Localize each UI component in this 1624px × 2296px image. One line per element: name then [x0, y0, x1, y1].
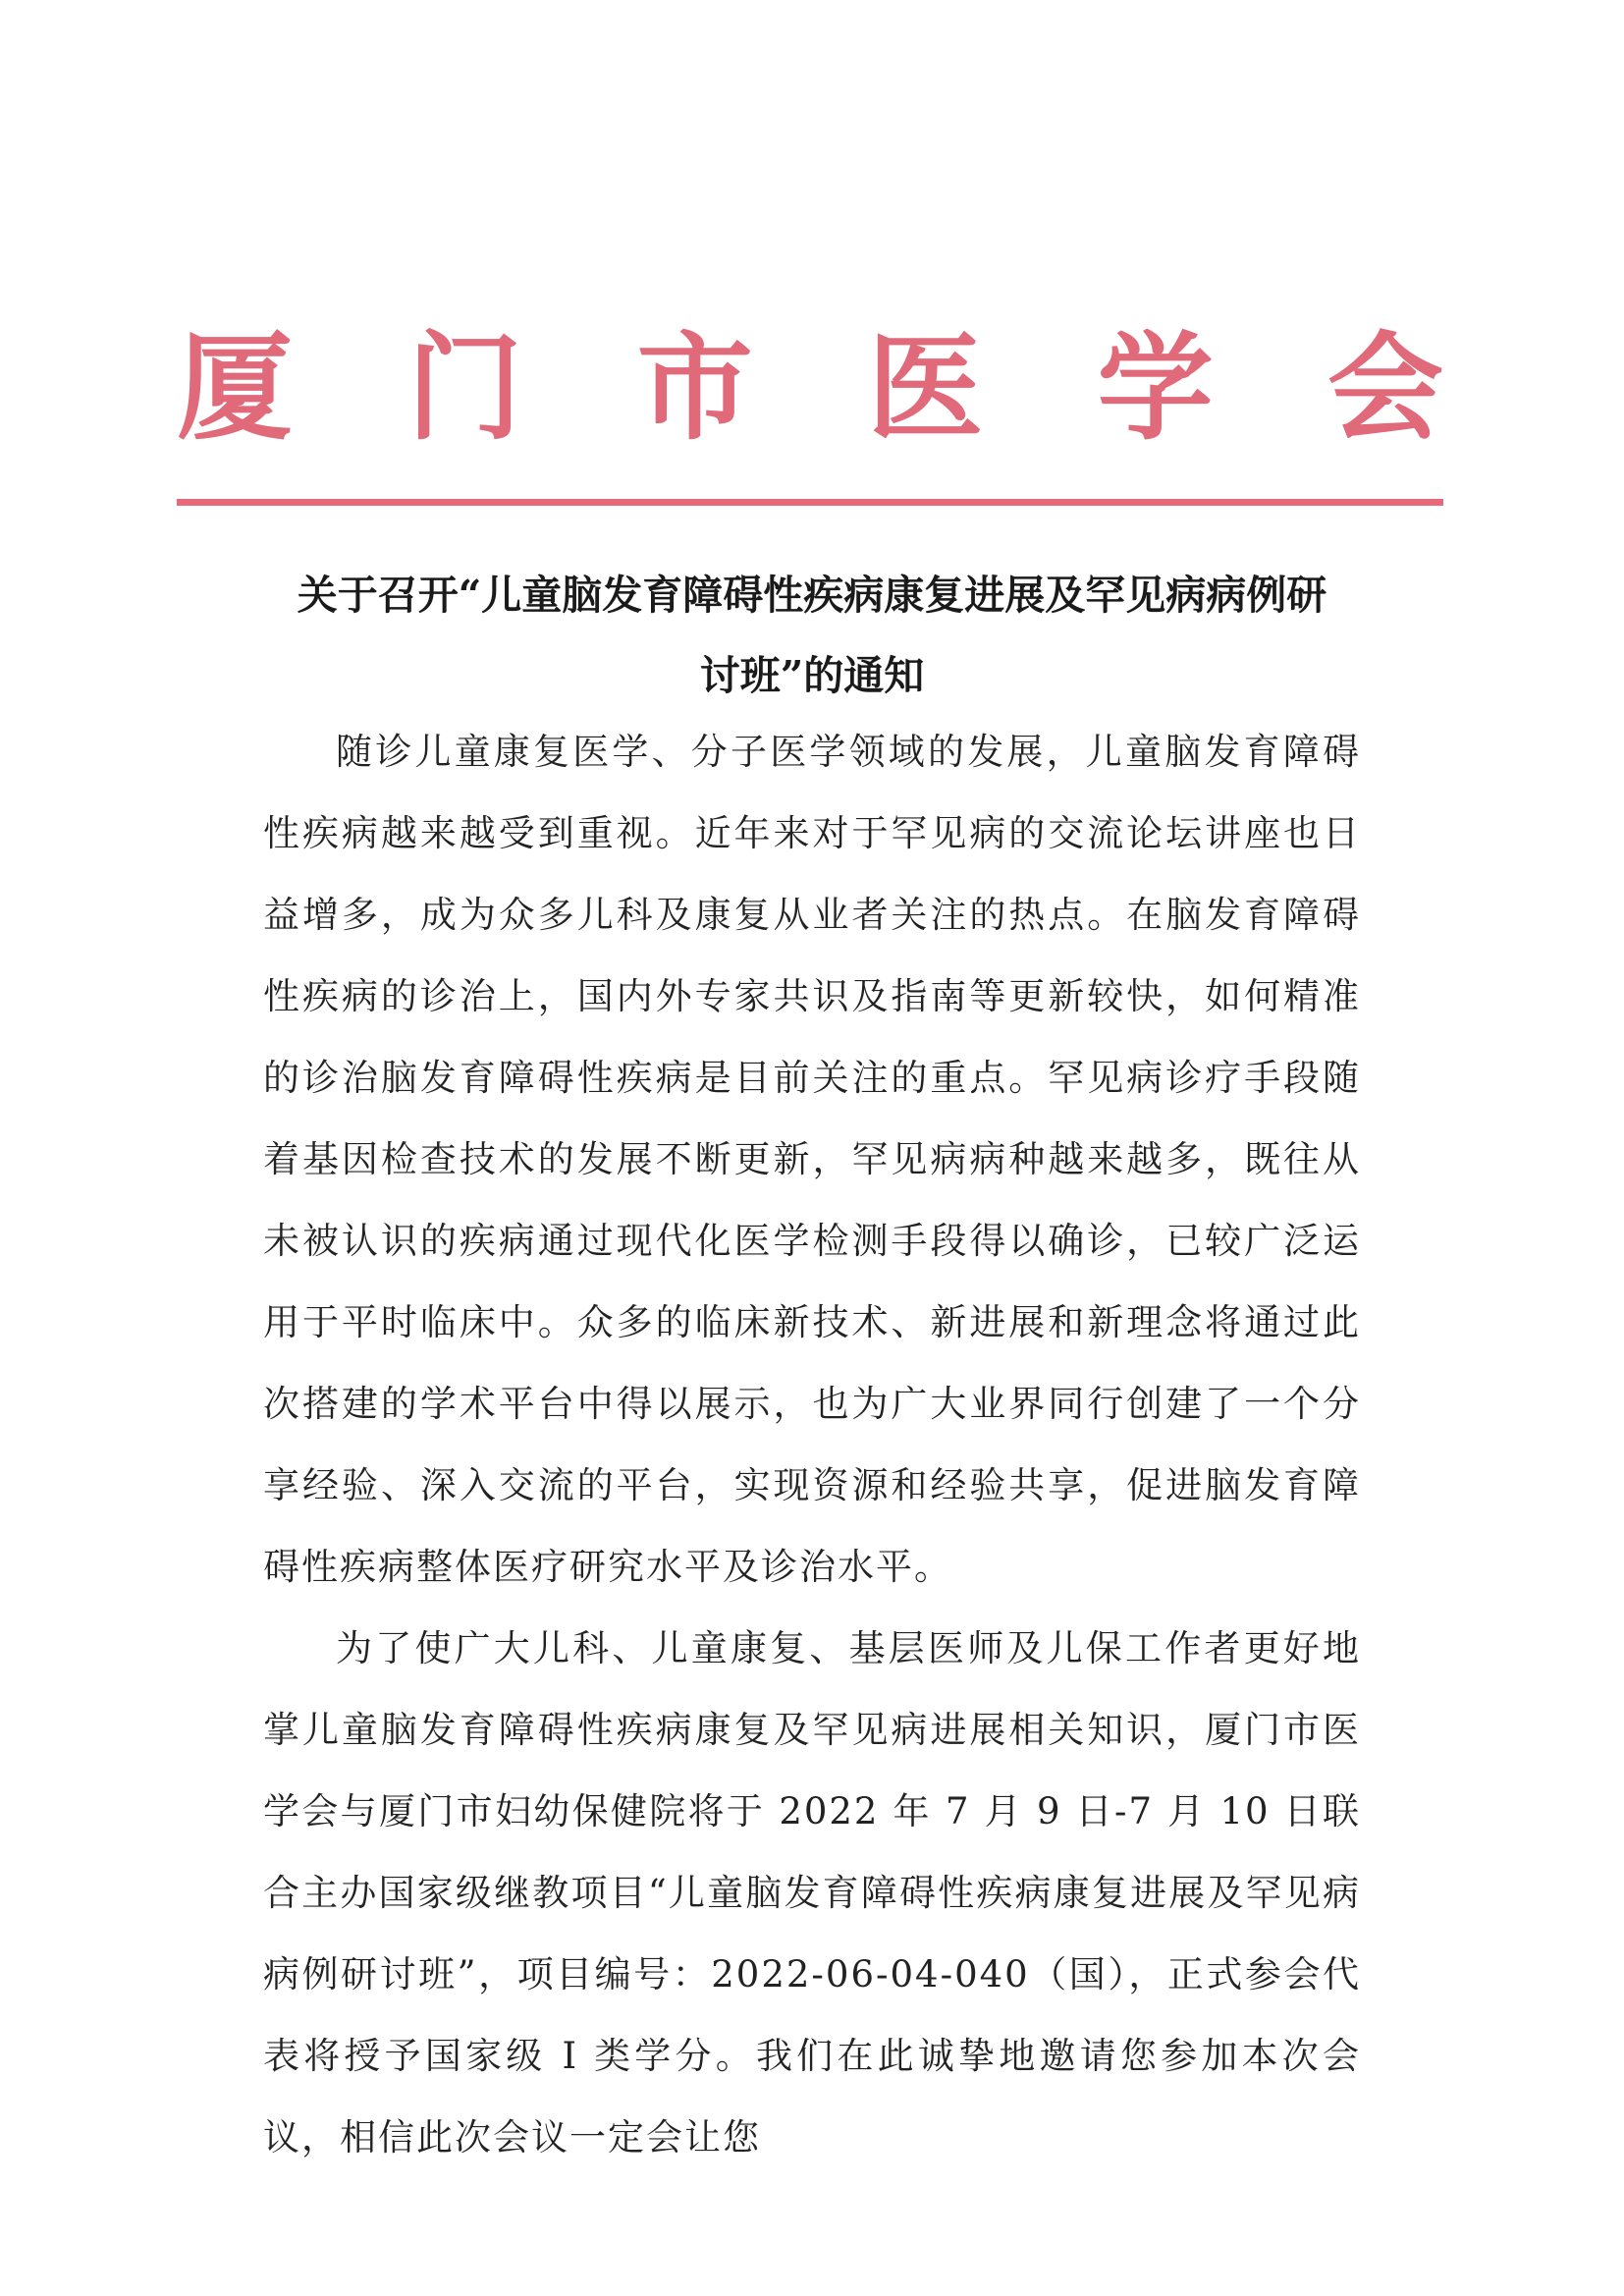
body-paragraph-1: 随诊儿童康复医学、分子医学领域的发展，儿童脑发育障碍性疾病越来越受到重视。近年来对于罕见病的交流论坛讲座也日益增多，成为众多儿科及康复从业者关注的热点。在脑发育障碍性疾病的诊治上，国内外专家共识及指南等更新较快，如何精准的诊治脑发育障碍性疾病是目前关注的重点。罕见病诊疗手段随着基因检查技术的发展不断更新，罕见病病种越来越多，既往从未被认识的疾病通过现代化医学检测手段得以确诊，已较广泛运用于平时临床中。众多的临床新技术、新进展和新理念将通过此次搭建的学术平台中得以展示，也为广大业界同行创建了一个分享经验、深入交流的平台，实现资源和经验共享，促进脑发育障碍性疾病整体医疗研究水平及诊治水平。 [263, 731, 1361, 1588]
letterhead-char: 门 [406, 319, 523, 456]
letterhead [177, 319, 1443, 456]
letterhead-char: 厦 [177, 319, 294, 456]
letterhead-char: 会 [1326, 319, 1443, 456]
notice-title-line2: 讨班”的通知 [699, 652, 925, 699]
letterhead-char: 学 [1097, 319, 1214, 456]
letterhead-divider [177, 499, 1443, 506]
notice-title-line1: 关于召开“儿童脑发育障碍性疾病康复进展及罕见病病例研 [297, 572, 1327, 619]
letterhead-char: 市 [636, 319, 753, 456]
notice-title [196, 555, 1428, 716]
body-paragraph-2: 为了使广大儿科、儿童康复、基层医师及儿保工作者更好地掌儿童脑发育障碍性疾病康复及罕见病进展相关知识，厦门市医学会与厦门市妇幼保健院将于 2022 年 7 月 9 日-7 月 10 日联合主办国家级继教项目“儿童脑发育障碍性疾病康复进展及罕见病病例研讨班”，项目编号：2022-06-04-040（国），正式参会代表将授予国家级 I 类学分。我们在此诚挚地邀请您参加本次会议，相信此次会议一定会让您 [263, 1627, 1361, 2159]
letterhead-char: 医 [867, 319, 984, 456]
notice-body [263, 711, 1361, 2178]
